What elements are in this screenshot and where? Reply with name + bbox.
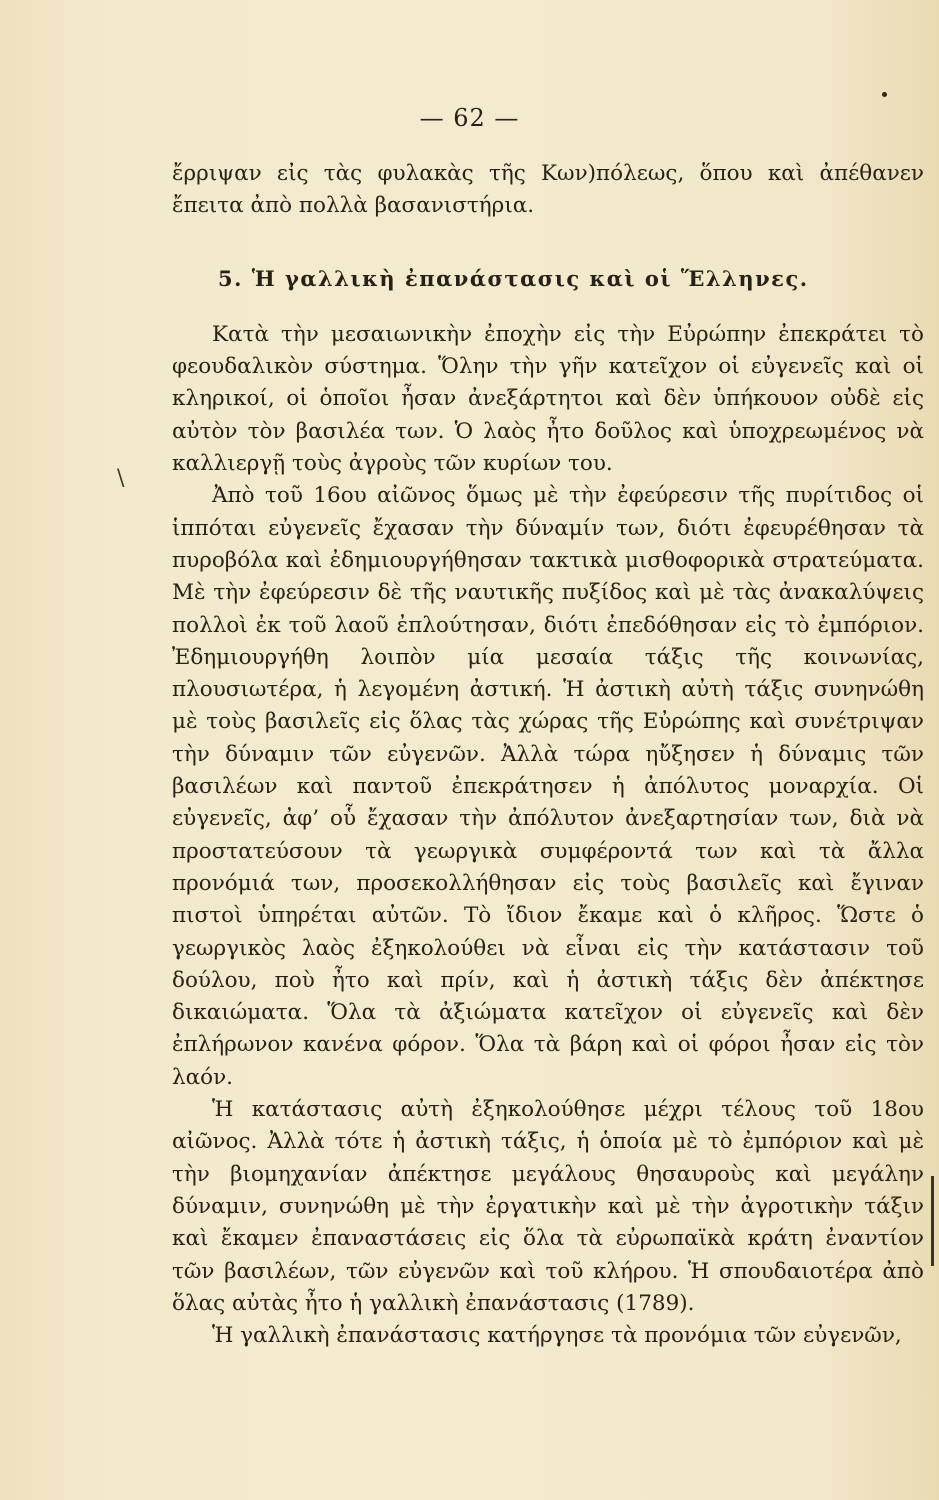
paragraph-18th-century: Ἡ κατάστασις αὐτὴ ἐξηκολούθησε μέχρι τέλους τοῦ 18ου αἰῶνος. Ἀλλὰ τότε ἡ ἀστικὴ τάξις, ἡ ὁποία μὲ τὸ ἐμπόριον καὶ μὲ τὴν βιομηχανίαν ἀπέκτησε μεγάλους θησαυροὺς καὶ μεγάλην δύναμιν, συνηνώθη μὲ τὴν ἐργατικὴν καὶ μὲ τὴν ἀγροτικὴν τάξιν καὶ ἔκαμεν ἐπαναστάσεις εἰς ὅλα τὰ εὐρωπαϊκὰ κράτη ἐναντίον τῶν βασιλέων, τῶν εὐγενῶν καὶ τοῦ κλήρου. Ἡ σπουδαιοτέρα ἀπὸ ὅλας αὐτὰς ἦτο ἡ γαλλικὴ ἐπανάστασις (1789). <box>172 1097 924 1316</box>
section-heading: 5. Ἡ γαλλικὴ ἐπανάστασις καὶ οἱ Ἕλληνες. <box>218 265 809 291</box>
paragraph-french-revolution: Ἡ γαλλικὴ ἐπανάστασις κατήργησε τὰ προνόμια τῶν εὐγενῶν, <box>212 1323 902 1349</box>
paragraph-16th-century: Ἀπὸ τοῦ 16ου αἰῶνος ὅμως μὲ τὴν ἐφεύρεσιν τῆς πυρίτιδος οἱ ἱππόται εὐγενεῖς ἔχασαν τὴν δύναμίν των, διότι ἐφευρέθησαν τὰ πυροβόλα καὶ ἐδημιουργήθησαν τακτικὰ μισθοφορικὰ στρατεύματα. Μὲ τὴν ἐφεύρεσιν δὲ τῆς ναυτικῆς πυξίδος καὶ μὲ τὰς ἀνακαλύψεις πολλοὶ ἐκ τοῦ λαοῦ ἐπλούτησαν, διότι ἐπεδόθησαν εἰς τὸ ἐμπόριον. Ἐδημιουργήθη λοιπὸν μία μεσαία τάξις τῆς κοινωνίας, πλουσιωτέρα, ἡ λεγομένη ἀστική. Ἡ ἀστικὴ αὐτὴ τάξις συνηνώθη μὲ τοὺς βασιλεῖς εἰς ὅλας τὰς χώρας τῆς Εὐρώπης καὶ συνέτριψαν τὴν δύναμιν τῶν εὐγενῶν. Ἀλλὰ τώρα ηὔξησεν ἡ δύναμις τῶν βασιλέων καὶ παντοῦ ἐπεκράτησεν ἡ ἀπόλυτος μοναρχία. Οἱ εὐγενεῖς, ἀφ’ οὗ ἔχασαν τὴν ἀπόλυτον ἀνεξαρτησίαν των, διὰ νὰ προστατεύσουν τὰ γεωργικὰ συμφέροντά των καὶ τὰ ἄλλα προνόμιά των, προσεκολλήθησαν εἰς τοὺς βασιλεῖς καὶ ἔγιναν πιστοὶ ὑπηρέται αὐτῶν. Τὸ ἴδιον ἔκαμε καὶ ὁ κλῆρος. Ὥστε ὁ γεωργικὸς λαὸς ἐξηκολούθει νὰ εἶναι εἰς τὴν κατάστασιν τοῦ δούλου, ποὺ ἦτο καὶ πρίν, καὶ ἡ ἀστικὴ τάξις δὲν ἀπέκτησε δικαιώματα. Ὅλα τὰ ἀξιώματα κατεῖχον οἱ εὐγενεῖς καὶ δὲν ἐπλήρωνον κανένα φόρον. Ὅλα τὰ βάρη καὶ οἱ φόροι ἦσαν εἰς τὸν λαόν. <box>172 483 924 1090</box>
page-edge-mark <box>931 1176 934 1266</box>
body-text <box>172 158 924 1352</box>
ink-dot <box>882 92 887 97</box>
page-number: — 62 — <box>419 104 520 132</box>
margin-mark: \ <box>117 466 125 491</box>
paragraph-continuation: ἔρριψαν εἰς τὰς φυλακὰς τῆς Κων)πόλεως, ὅπου καὶ ἀπέθανεν ἔπειτα ἀπὸ πολλὰ βασανιστήρια. <box>172 161 924 219</box>
paragraph-feudal-system: Κατὰ τὴν μεσαιωνικὴν ἐποχὴν εἰς τὴν Εὐρώπην ἐπεκράτει τὸ φεουδαλικὸν σύστημα. Ὅλην τὴν γῆν κατεῖχον οἱ εὐγενεῖς καὶ οἱ κληρικοί, οἱ ὁποῖοι ἦσαν ἀνεξάρτητοι καὶ δὲν ὑπήκουον οὐδὲ εἰς αὐτὸν τὸν βασιλέα των. Ὁ λαὸς ἦτο δοῦλος καὶ ὑποχρεωμένος νὰ καλλιεργῇ τοὺς ἀγροὺς τῶν κυρίων του. <box>172 321 924 477</box>
